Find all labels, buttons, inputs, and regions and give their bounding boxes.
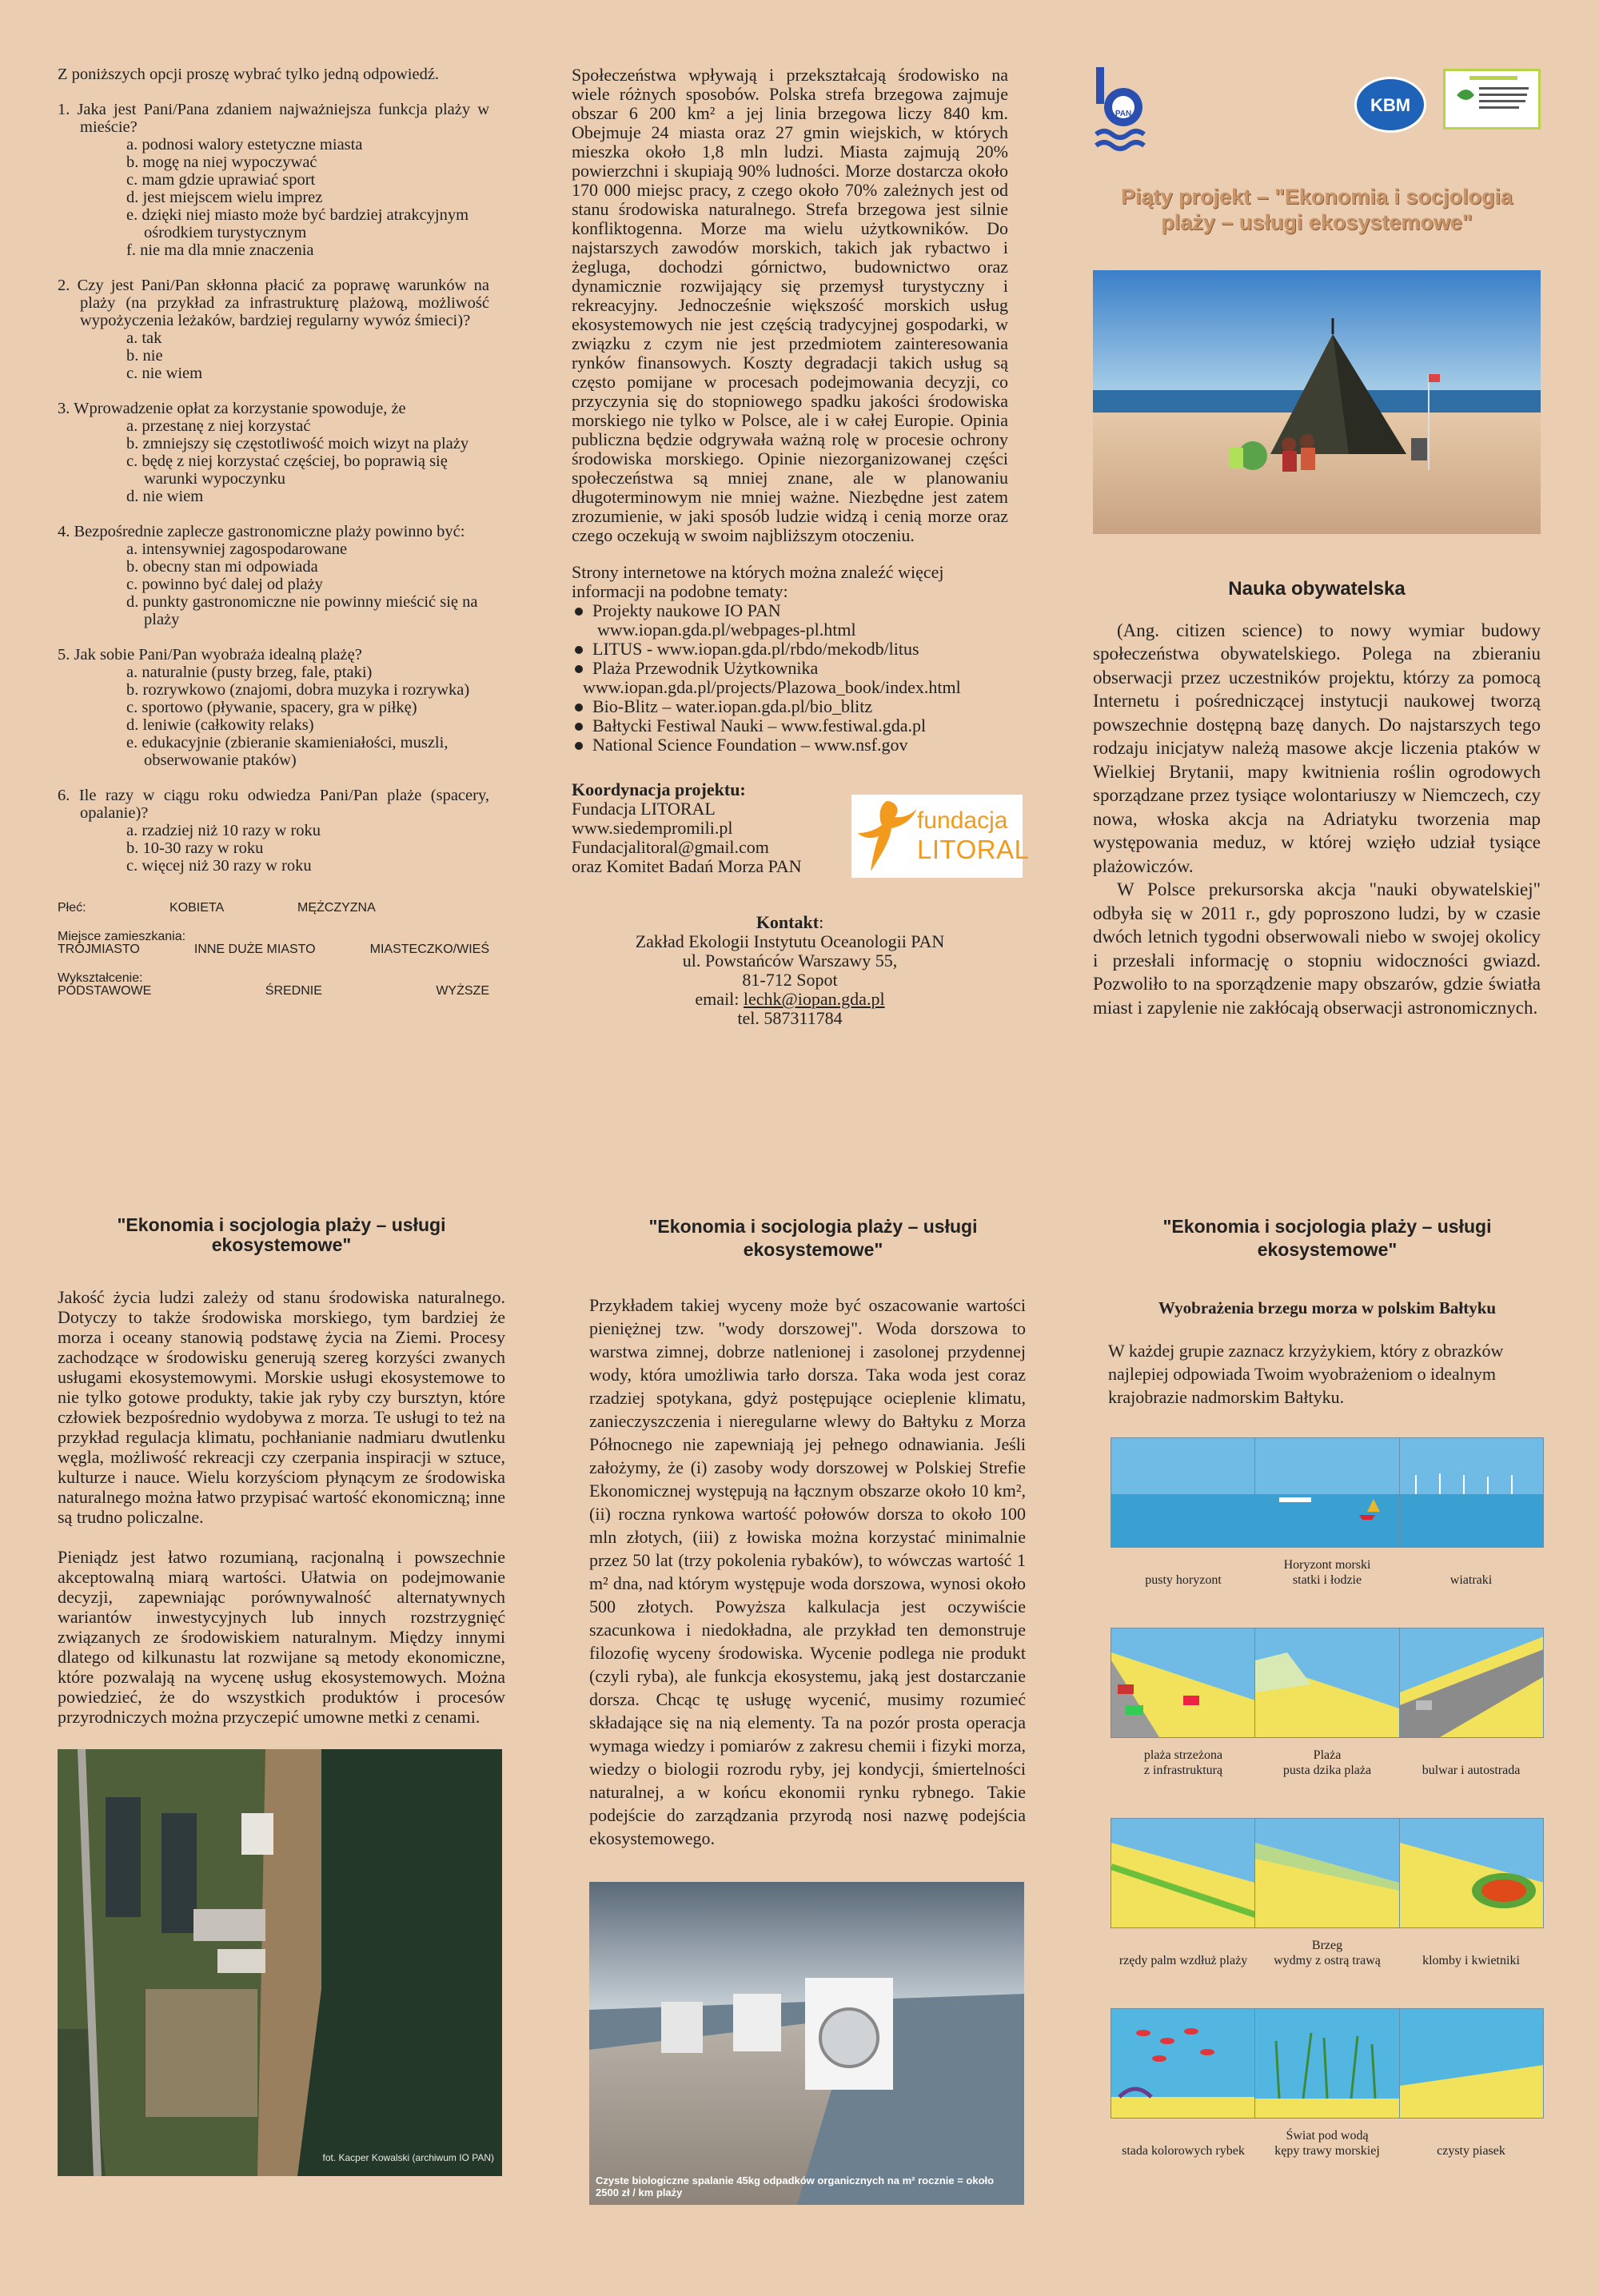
choice-promenade-highway[interactable] [1400,1628,1543,1737]
survey-question [58,101,489,259]
kbm-logo [1354,77,1426,133]
litoral-figure-icon [855,795,919,878]
choice-dunes-grass[interactable] [1255,1819,1399,1927]
answer-option[interactable]: b. mogę na niej wypoczywać [126,153,317,171]
answer-option[interactable]: c. będę z niej korzystać częściej, bo poprawią się warunki wypoczynku [126,452,448,488]
question-text: 2. Czy jest Pani/Pan skłonna płacić za poprawę warunków na plaży (na przykład za infrastrukturę plażową, możliwość wypożyczenia leżaków, bardziej regularny wywóz śmieci)? [58,277,489,329]
gender-option-female[interactable]: KOBIETA [169,901,225,915]
question-text: 3. Wprowadzenie opłat za korzystanie spowoduje, że [58,400,406,417]
choice-label: plaża strzeżona z infrastrukturą [1143,1748,1223,1777]
choice-label: pusty horyzont [1145,1573,1222,1587]
answer-option[interactable]: b. obecny stan mi odpowiada [126,558,318,576]
aerial-photo [58,1749,502,2176]
link-item-projects[interactable]: Projekty naukowe IO PAN www.iopan.gda.pl/webpages-pl.html [572,601,1008,640]
citizen-science-para-1: (Ang. citizen science) to nowy wymiar budowy społeczeństwa obywatelskiego. Polega na zbieraniu obserwacji przez uczestników projektu, którzy za pomocą Internetu i pośredniczącej instytucji naukowej tworzą powszechnie dostępną bazę danych. Do najstarszych tego rodzaju inicjatyw należą masowe akcje liczenia ptaków w Wielkiej Brytanii, mapy kwitnienia roślin ogrodowych sporządzane przez tysiące wolontariuszy w Niemczech, czy nowa, włoska akcja na Adriatyku tworzenia map występowania meduz, w której wzięło udział tysiące plażowiczów. [1093,620,1541,876]
answer-option[interactable]: e. dzięki niej miasto może być bardziej atrakcyjnym ośrodkiem turystycznym [126,206,469,241]
survey-question [58,787,489,875]
contact-line-1: Zakład Ekologii Instytutu Oceanologii PAN [635,931,945,951]
answer-option[interactable]: b. nie [126,347,163,365]
residence-option-town[interactable]: MIASTECZKO/WIEŚ [369,943,489,956]
gender-option-male[interactable]: MĘŻCZYZNA [297,901,376,915]
link-item-litus[interactable]: LITUS - www.iopan.gda.pl/rbdo/mekodb/litus [572,640,1008,659]
education-option-secondary[interactable]: ŚREDNIE [265,984,322,998]
choice-label: stada kolorowych rybek [1122,2144,1245,2158]
choice-label: wiatraki [1449,1573,1493,1587]
answer-option[interactable]: a. przestanę z niej korzystać [126,417,311,435]
survey-panel [58,66,489,998]
info-panel [572,65,1030,1028]
survey-question [58,523,489,628]
question-text: 1. Jaka jest Pani/Pana zdaniem najważniejsza funkcja plaży w mieście? [58,101,489,136]
choice-group-beach [1103,1628,1551,1778]
project-title: Piąty projekt – "Ekonomia i socjologia plaży – usługi ekosystemowe" [1121,185,1513,234]
answer-option[interactable]: a. naturalnie (pusty brzeg, fale, ptaki) [126,664,373,681]
choice-empty-horizon[interactable] [1111,1438,1255,1547]
residence-label: Miejsce zamieszkania: [58,930,186,943]
choice-label: Plaża pusta dzika plaża [1282,1748,1372,1777]
cod-water-text: Przykładem takiej wyceny może być oszacowanie wartości pieniężnej tzw. "wody dorszowej". Woda dorszowa to warstwa zimnej, dobrze natlenionej i zasolonej przydennej wody, która umożliwia tarło dorsza. Taka woda jest coraz rzadziej spotykana, gdyż postępujące ocieplenie klimatu, zanieczyszczenia i nieregularne wlewy do Bałtyku z Morza Północnego nie zapewniają jej pełnego odnawiania. Jeśli założymy, że (i) zasoby wody dorszowej w Polskiej Strefie Ekonomicznej występują na łącznym obszarze około 10 km², (ii) roczna rynkowa wartość połowów dorsza to około 100 mln złotych, (iii) z łowiska można korzystać minimalnie przez 50 lat (trzy pokolenia rybaków), to wówczas wartość 1 m² dna, nad którym występuje woda dorszowa, wynosi około 500 złotych. Powyższa kalkulacja jest oczywiście szacunkowa i niedokładna, ale przykład ten demonstruje filozofię wyceny środowiska. Wycenie podlega nie produkt (czyli ryba), ale funkcja ekosystemu, jaką jest dostarczanie dorsza. Chcąc tę usługę wycenić, musimy rozumieć składające się na nią elementy. Ta na pozór prosta operacja wymaga wiedzy i pomiarów z zakresu chemii i fizyki morza, wiedzy o biologii rozrodu ryby, jej kondycji, śmiertelności naturalnej, a w końcu ekonomii rynku rybnego. Takie podejście do zarządzania przyrodą nosi nazwę podejścia ekosystemowego. [589,1295,1026,1848]
contact-phone: tel. 587311784 [737,1008,843,1028]
litoral-logo-text-2: LITORAL [917,835,1030,864]
litoral-logo-text-1: fundacja [917,807,1008,834]
choice-label: Świat pod wodą kępy trawy morskiej [1274,2129,1380,2158]
citizen-science-panel [1093,66,1541,1019]
choice-palm-rows[interactable] [1111,1819,1255,1927]
washing-machines-photo [589,1882,1024,2205]
question-text: 4. Bezpośrednie zaplecze gastronomiczne plaży powinno być: [58,523,465,540]
coord-line-4: oraz Komitet Badań Morza PAN [572,856,802,876]
answer-option[interactable]: c. mam gdzie uprawiać sport [126,171,316,189]
contact-block: Kontakt: Zakład Ekologii Instytutu Oceanologii PAN ul. Powstańców Warszawy 55, 81-712 Sopot email: lechk@iopan.gda.pl tel. 587311784 [572,913,1008,1028]
imagery-title: Wyobrażenia brzegu morza w polskim Bałtyku [1158,1298,1497,1317]
answer-option[interactable]: c. nie wiem [126,365,203,382]
education-option-primary[interactable]: PODSTAWOWE [58,984,152,998]
question-text: 6. Ile razy w ciągu roku odwiedza Pani/Pan plaże (spacery, opalanie)? [58,787,489,822]
question-text: 5. Jak sobie Pani/Pan wyobraża idealną plażę? [58,646,362,664]
panel-header: "Ekonomia i socjologia plaży – usługi ekosystemowe" [117,1214,446,1255]
ecosystem-panel-1 [58,1215,505,2176]
panel-header: "Ekonomia i socjologia plaży – usługi ekosystemowe" [648,1216,978,1260]
link-item-plaza-guide[interactable]: Plaża Przewodnik Użytkownika www.iopan.gda.pl/projects/Plazowa_book/index.html [572,659,1008,697]
choice-label: Brzeg wydmy z ostrą trawą [1274,1939,1381,1967]
residence-option-big-city[interactable]: INNE DUŻE MIASTO [193,943,316,956]
coast-society-text: Społeczeństwa wpływają i przekształcają środowisko na wiele różnych sposobów. Polska strefa brzegowa zajmuje obszar 6 200 km² a jej linia brzegowa liczy 840 km. Obejmuje 24 miasta oraz 27 gmin wiejskich, w których mieszka około 1,8 mln ludzi. Miasta zajmują 20% powierzchni i skupiają 90% ludności. Morze dostarcza około 170 000 miejsc pracy, z czego około 70% zależnych jest od stanu środowiska naturalnego. Strefa brzegowa jest silnie konfliktogenna. Morze ma wielu użytkowników. Do najstarszych zawodów morskich, takich jak rybactwo i żegluga, dochodzi górnictwo, budownictwo oraz dynamicznie rozwijający się przemysł turystyczny i rekreacyjny. Jednocześnie większość morskich usług ekosystemowych nie jest częścią tradycyjnej gospodarki, w związku z czym nie jest przedmiotem zainteresowania rynków finansowych. Koszty degradacji takich usług są często pomijane w procesach podejmowania decyzji, co przyczynia się do stopniowego spadku jakości środowiska morskiego nie tylko w Polsce, ale i w całej Europie. Opinia publiczna będzie odgrywała ważną rolę w procesie ochrony środowiska morskiego. Opinie niezorganizowanej części społeczeństwa są mniej znane, ale w planowaniu długoterminowym nie mniej ważne. Niezbędne jest zatem zrozumienie, w jaki sposób ludzie widzą i cenią morze oraz czego oczekują w swoim najbliższym otoczeniu. [572,65,1008,545]
answer-option[interactable]: e. edukacyjnie (zbieranie skamieniałości, muszli, obserwowanie ptaków) [126,734,449,769]
residence-option-trojmiasto[interactable]: TRÓJMIASTO [58,943,140,956]
choice-guarded-beach[interactable] [1111,1628,1255,1737]
citizen-science-para-2: W Polsce prekursorska akcja "nauki obywatelskiej" odbyła się w 2011 r., gdy poproszono ludzi, by w czasie dwóch letnich tygodni obserwowali niebo w swojej okolicy i przesłali informację o stopniu widoczności gwiazd. Pozwoliło to na sporządzenie mapy obszarów, gdzie światła miast i zapylenie nie zakłócają obserwacji astronomicznych. [1093,879,1541,1018]
imagery-instructions: W każdej grupie zaznacz krzyżykiem, który z obrazków najlepiej odpowiada Twoim wyobrażeniom o idealnym krajobrazie nadmorskim Bałtyku. [1108,1341,1504,1407]
choice-wind-turbines[interactable] [1400,1438,1543,1547]
answer-option[interactable]: d. leniwie (całkowity relaks) [126,716,314,734]
link-item-festival[interactable]: Bałtycki Festiwal Nauki – www.festiwal.gda.pl [572,716,1008,735]
email-label: email: [695,989,744,1009]
survey-intro: Z poniższych opcji proszę wybrać tylko jedną odpowiedź. [58,66,440,83]
links-list [572,601,1008,755]
wfos-logo [1443,69,1541,130]
coast-imagery-panel [1103,1215,1551,2158]
beach-tent-photo [1093,270,1541,534]
contact-title: Kontakt [756,912,819,932]
ecosystem-para-2: Pieniądz jest łatwo rozumianą, racjonalną i powszechnie akceptowalną miarą wartości. Ułatwia on podejmowanie decyzji, zapewniając porównywalność alternatywnych wariantów inwestycyjnych lub innych rozstrzygnięć związanych ze środowiskiem naturalnym. Między innymi dlatego od kilkunastu lat rozwijane są metody ekonomiczne, które pozwalają na wycenę usług ekosystemowych. Można powiedzieć, że do wszystkich produktów i procesów przyrodniczych można przyczepić umowne metki z cenami. [58,1547,505,1727]
answer-option[interactable]: b. 10-30 razy w roku [126,839,264,857]
choice-label: czysty piasek [1437,2144,1505,2158]
choice-label: bulwar i autostrada [1422,1764,1521,1777]
answer-option[interactable]: a. tak [126,329,162,347]
kbm-logo-text: KBM [1370,95,1411,115]
education-label: Wykształcenie: [58,971,143,985]
choice-label: klomby i kwietniki [1422,1954,1520,1967]
coordination-block [572,779,1030,900]
answer-option[interactable]: a. rzadziej niż 10 razy w roku [126,822,321,839]
answer-option[interactable]: c. sportowo (pływanie, spacery, gra w piłkę) [126,699,417,716]
choice-flowerbeds[interactable] [1400,1819,1543,1927]
choice-label: rzędy palm wzdłuż plaży [1119,1954,1248,1967]
coordination-title: Koordynacja projektu: [572,779,746,799]
contact-line-3: 81-712 Sopot [742,970,838,990]
link-item-bioblitz[interactable]: Bio-Blitz – water.iopan.gda.pl/bio_blitz [572,697,1008,716]
answer-option[interactable]: d. jest miejscem wielu imprez [126,189,323,206]
choice-group-underwater [1103,2008,1551,2158]
litoral-logo [851,795,1030,878]
panel-header: "Ekonomia i socjologia plaży – usługi ekosystemowe" [1162,1216,1492,1260]
contact-line-2: ul. Powstańców Warszawy 55, [682,951,898,971]
survey-question [58,400,489,505]
links-intro: Strony internetowe na których można znaleźć więcej informacji na podobne tematy: [572,562,944,601]
choice-label: Horyzont morski statki i łodzie [1283,1558,1371,1587]
answer-option[interactable]: c. więcej niż 30 razy w roku [126,857,312,875]
choice-group-horizon [1103,1437,1551,1588]
wfos-leaf-icon [1445,71,1535,124]
answer-option[interactable]: d. punkty gastronomiczne nie powinny mieścić się na plaży [126,593,478,628]
education-option-higher[interactable]: WYŻSZE [436,984,489,998]
choice-seagrass[interactable] [1255,2009,1399,2118]
answer-option[interactable]: c. powinno być dalej od plaży [126,576,323,593]
answer-option[interactable]: a. intensywniej zagospodarowane [126,540,348,558]
choice-ships-boats[interactable] [1255,1438,1399,1547]
survey-question [58,646,489,769]
answer-option[interactable]: b. zmniejszy się częstotliwość moich wizyt na plaży [126,435,469,452]
coord-line-1: Fundacja LITORAL [572,799,716,819]
answer-option[interactable]: f. nie ma dla mnie znaczenia [126,241,314,259]
citizen-science-heading: Nauka obywatelska [1228,578,1406,600]
demographics [58,902,489,998]
gender-label: Płeć: [58,901,86,915]
choice-wild-beach[interactable] [1255,1628,1399,1737]
email-link[interactable]: lechk@iopan.gda.pl [743,989,885,1009]
link-item-nsf[interactable]: National Science Foundation – www.nsf.gov [572,735,1008,755]
iopan-logo-text: PAN [1115,110,1132,118]
ecosystem-panel-2 [589,1215,1037,2205]
choice-group-shore [1103,1818,1551,1968]
answer-option[interactable]: a. podnosi walory estetyczne miasta [126,136,363,153]
logo-row [1093,66,1541,169]
photo-caption: Czyste biologiczne spalanie 45kg odpadków organicznych na m² rocznie = około 2500 zł / km plaży [596,2174,995,2198]
answer-option[interactable]: b. rozrywkowo (znajomi, dobra muzyka i rozrywka) [126,681,470,699]
survey-question [58,277,489,382]
answer-option[interactable]: d. nie wiem [126,488,204,505]
choice-colorful-fish[interactable] [1111,2009,1255,2118]
coord-line-3[interactable]: Fundacjalitoral@gmail.com [572,837,769,857]
ecosystem-para-1: Jakość życia ludzi zależy od stanu środowiska naturalnego. Dotyczy to także środowiska morskiego, tym bardziej że morza i oceany stanowią podstawę życia na Ziemi. Procesy zachodzące w środowisku generują szereg korzyści zwanych usługami ekosystemowymi. Morskie usługi ekosystemowe to nie tylko gotowe produkty, takie jak ryby czy bursztyn, które człowiek bezpośrednio wydobywa z morza. Te usługi to też na przykład regulacja klimatu, pochłanianie nadmiaru dwutlenku węgla, możliwość rekreacji czy czerpania inspiracji w sztuce, kulturze i nauce. Wielu korzyściom płynącym ze środowiska naturalnego można łatwo przypisać wartość ekonomiczną; inne są trudno policzalne. [58,1287,505,1527]
survey-questions [58,101,489,875]
coord-line-2[interactable]: www.siedempromili.pl [572,818,733,838]
photo-credit: fot. Kacper Kowalski (archiwum IO PAN) [322,2152,494,2163]
choice-clean-sand[interactable] [1400,2009,1543,2118]
